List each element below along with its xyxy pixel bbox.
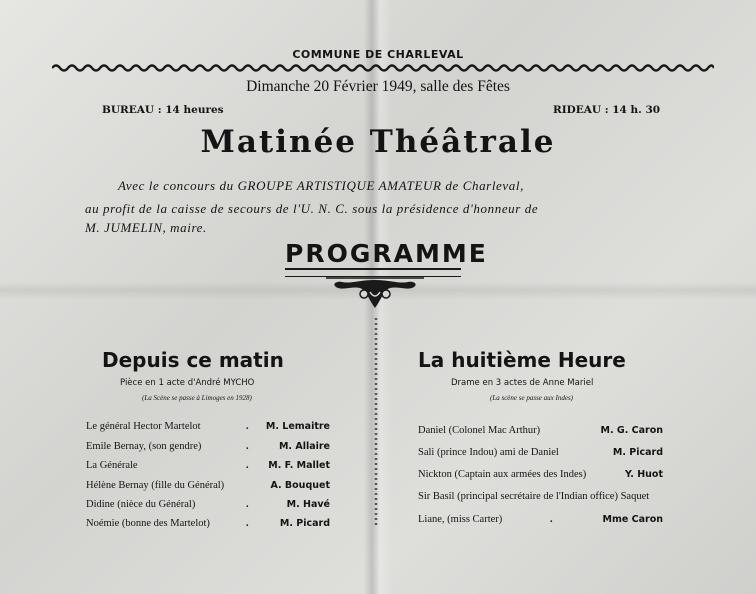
cast-row	[86, 460, 330, 474]
wavy-rule	[52, 62, 714, 74]
page-title: Matinée Théâtrale	[200, 124, 556, 160]
cast-role: Sir Basil (principal secrétaire de l'Indian office) Saquet	[418, 491, 650, 502]
cast-row	[86, 441, 330, 455]
leader-dot: .	[246, 518, 249, 529]
cast-role: Emile Bernay, (son gendre)	[86, 441, 202, 452]
cast-role: Nickton (Captain aux armées des Indes)	[418, 469, 587, 480]
commune-heading: COMMUNE DE CHARLEVAL	[292, 48, 464, 61]
programme-heading: PROGRAMME	[285, 239, 488, 268]
play-1-setting: (La Scène se passe à Limoges en 1928)	[142, 394, 252, 402]
cast-actor: Y. Huot	[624, 469, 663, 480]
play-2-setting: (La scène se passe aux Indes)	[490, 394, 574, 402]
cast-role: Sali (prince Indou) ami de Daniel	[418, 447, 559, 458]
play-1-title: Depuis ce matin	[102, 348, 284, 372]
intro-line-2: au profit de la caisse de secours de l'U. N. C. sous la présidence d'honneur de	[85, 201, 539, 216]
leader-dot: .	[246, 441, 249, 452]
intro-line-1: Avec le concours du GROUPE ARTISTIQUE AMATEUR de Charleval,	[118, 178, 524, 193]
cast-role: Noémie (bonne des Martelot)	[86, 518, 210, 529]
bureau-time: BUREAU : 14 heures	[102, 104, 224, 116]
event-date-line: Dimanche 20 Février 1949, salle des Fêtes	[246, 78, 510, 95]
cast-role: Le général Hector Martelot	[86, 421, 201, 432]
cast-actor: M. Picard	[279, 518, 330, 529]
leader-dot: .	[246, 499, 249, 510]
cast-row	[86, 499, 330, 513]
cast-row	[418, 447, 663, 461]
fleuron-ornament-icon	[320, 274, 430, 312]
play-2-subtitle: Drame en 3 actes de Anne Mariel	[451, 378, 594, 388]
cast-actor: A. Bouquet	[270, 480, 330, 491]
cast-role: Daniel (Colonel Mac Arthur)	[418, 425, 541, 436]
leader-dot: .	[246, 421, 249, 432]
cast-role: Hélène Bernay (fille du Général)	[86, 480, 225, 491]
cast-row	[418, 469, 663, 483]
cast-actor: M. G. Caron	[600, 425, 663, 436]
fold-seam	[372, 318, 380, 528]
cast-row	[418, 514, 663, 528]
cast-row	[86, 480, 330, 494]
cast-actor: Mme Caron	[602, 514, 663, 525]
cast-row	[418, 491, 663, 505]
cast-role: Liane, (miss Carter)	[418, 514, 503, 525]
cast-actor: M. Allaire	[278, 441, 330, 452]
cast-actor: M. Lemaitre	[265, 421, 330, 432]
cast-actor: M. Havé	[286, 499, 330, 510]
cast-row	[86, 518, 330, 532]
cast-row	[418, 425, 663, 439]
cast-role: Didine (nièce du Général)	[86, 499, 196, 510]
cast-role: La Générale	[86, 460, 138, 471]
cast-row	[86, 421, 330, 435]
cast-actor: M. F. Mallet	[268, 460, 330, 471]
rideau-time: RIDEAU : 14 h. 30	[553, 104, 661, 116]
play-1-subtitle: Pièce en 1 acte d'André MYCHO	[120, 378, 255, 388]
leader-dot: .	[550, 514, 553, 525]
intro-line-3: M. JUMELIN, maire.	[85, 220, 207, 235]
cast-actor: M. Picard	[612, 447, 663, 458]
leader-dot: .	[246, 460, 249, 471]
play-2-title: La huitième Heure	[418, 348, 626, 372]
